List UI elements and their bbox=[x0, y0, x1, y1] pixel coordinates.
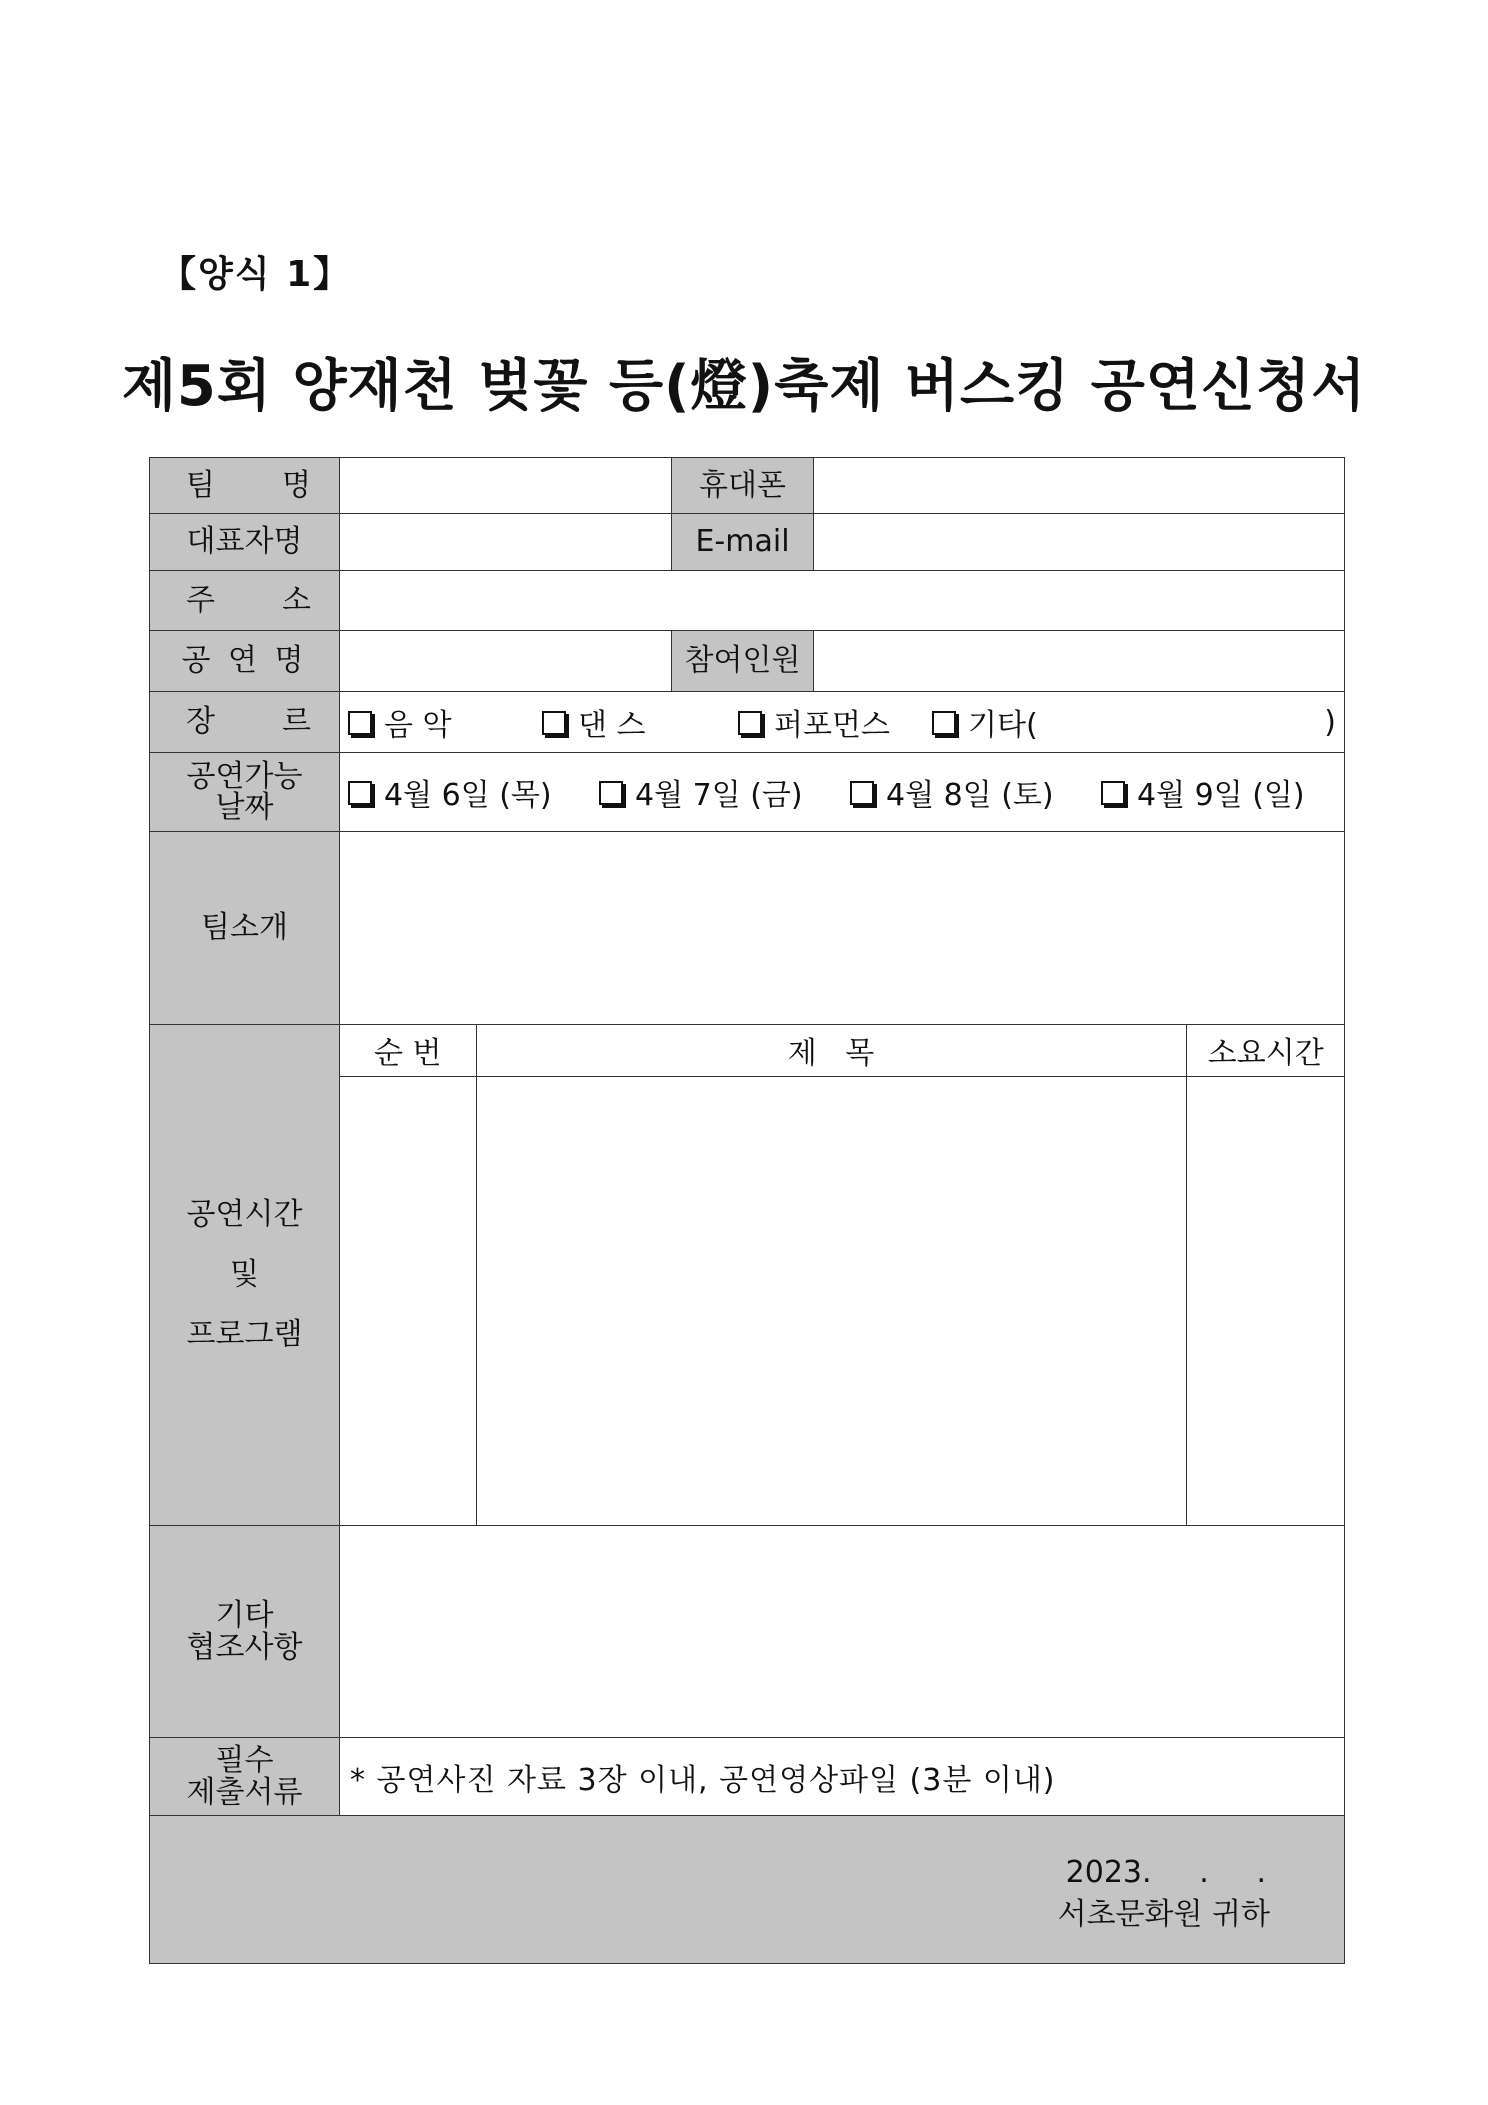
checkbox-icon bbox=[1101, 781, 1125, 805]
required-label-line2: 제출서류 bbox=[186, 1774, 303, 1810]
checkbox-icon bbox=[850, 781, 874, 805]
intro-label: 팀소개 bbox=[150, 832, 340, 1025]
program-duration-field[interactable] bbox=[1186, 1076, 1345, 1525]
date-option-1[interactable] bbox=[348, 770, 599, 814]
date-option-label: 4월 6일 (목) bbox=[384, 778, 552, 813]
genre-option-label: 기타( bbox=[968, 708, 1038, 743]
date-option-label: 4월 7일 (금) bbox=[635, 778, 803, 813]
other-label-line2: 협조사항 bbox=[186, 1629, 303, 1665]
program-label-line1: 공연시간 bbox=[186, 1197, 303, 1232]
recipient: 서초문화원 귀하 bbox=[1057, 1897, 1270, 1932]
application-form bbox=[149, 457, 1345, 1964]
other-label bbox=[150, 1526, 340, 1738]
date-option-label: 4월 9일 (일) bbox=[1137, 778, 1305, 813]
program-label bbox=[150, 1025, 340, 1526]
team-name-field[interactable] bbox=[340, 458, 672, 514]
page-title: 제5회 양재천 벚꽃 등(燈)축제 버스킹 공연신청서 bbox=[121, 354, 1367, 419]
participants-label: 참여인원 bbox=[672, 631, 814, 692]
date-option-label: 4월 8일 (토) bbox=[886, 778, 1054, 813]
program-label-line2: 및 bbox=[230, 1257, 259, 1292]
checkbox-icon bbox=[542, 711, 566, 735]
checkbox-icon bbox=[738, 711, 762, 735]
checkbox-icon bbox=[599, 781, 623, 805]
date-option-4[interactable] bbox=[1101, 770, 1305, 814]
email-field[interactable] bbox=[814, 514, 1345, 571]
program-header-duration: 소요시간 bbox=[1186, 1025, 1345, 1076]
phone-label: 휴대폰 bbox=[672, 458, 814, 514]
genre-option-label: 댄 스 bbox=[578, 708, 646, 743]
checkbox-icon bbox=[348, 711, 372, 735]
program-header-title: 제 목 bbox=[476, 1025, 1186, 1076]
dates-label-line1: 공연가능 bbox=[186, 758, 303, 794]
checkbox-icon bbox=[348, 781, 372, 805]
date-options bbox=[340, 753, 1345, 832]
dates-label bbox=[150, 753, 340, 832]
genre-option-music[interactable] bbox=[348, 700, 542, 744]
intro-field[interactable] bbox=[340, 832, 1345, 1025]
program-cell bbox=[340, 1025, 1345, 1526]
checkbox-icon bbox=[932, 711, 956, 735]
form-label: 【양식 1】 bbox=[160, 254, 352, 295]
other-close-paren: ) bbox=[1324, 704, 1336, 740]
genre-options bbox=[340, 692, 1345, 753]
performance-name-label: 공 연 명 bbox=[150, 631, 340, 692]
participants-field[interactable] bbox=[814, 631, 1345, 692]
genre-option-other[interactable] bbox=[932, 700, 1344, 744]
genre-option-label: 퍼포먼스 bbox=[774, 708, 890, 743]
genre-option-label: 음 악 bbox=[384, 708, 452, 743]
dates-label-line2: 날짜 bbox=[215, 790, 274, 825]
date-option-3[interactable] bbox=[850, 770, 1101, 814]
genre-option-dance[interactable] bbox=[542, 700, 738, 744]
address-label: 주 소 bbox=[150, 571, 340, 631]
address-field[interactable] bbox=[340, 571, 1345, 631]
required-label-line1: 필수 bbox=[215, 1743, 274, 1778]
program-label-line3: 프로그램 bbox=[186, 1317, 303, 1352]
date-option-2[interactable] bbox=[599, 770, 850, 814]
email-label: E-mail bbox=[672, 514, 814, 571]
program-header-order: 순 번 bbox=[340, 1025, 476, 1076]
genre-option-performance[interactable] bbox=[738, 700, 932, 744]
representative-label: 대표자명 bbox=[150, 514, 340, 571]
other-field[interactable] bbox=[340, 1526, 1345, 1738]
team-name-label: 팀 명 bbox=[150, 458, 340, 514]
other-label-line1: 기타 bbox=[215, 1598, 274, 1633]
phone-field[interactable] bbox=[814, 458, 1345, 514]
required-label bbox=[150, 1738, 340, 1816]
representative-field[interactable] bbox=[340, 514, 672, 571]
signature-area bbox=[150, 1816, 1345, 1964]
genre-label: 장 르 bbox=[150, 692, 340, 753]
program-order-field[interactable] bbox=[340, 1076, 476, 1525]
required-note-cell bbox=[340, 1738, 1345, 1816]
program-table bbox=[340, 1025, 1345, 1525]
performance-name-field[interactable] bbox=[340, 631, 672, 692]
required-note: * 공연사진 자료 3장 이내, 공연영상파일 (3분 이내) bbox=[350, 1762, 1056, 1798]
program-title-field[interactable] bbox=[476, 1076, 1186, 1525]
submission-date: 2023. . . bbox=[1065, 1855, 1266, 1890]
